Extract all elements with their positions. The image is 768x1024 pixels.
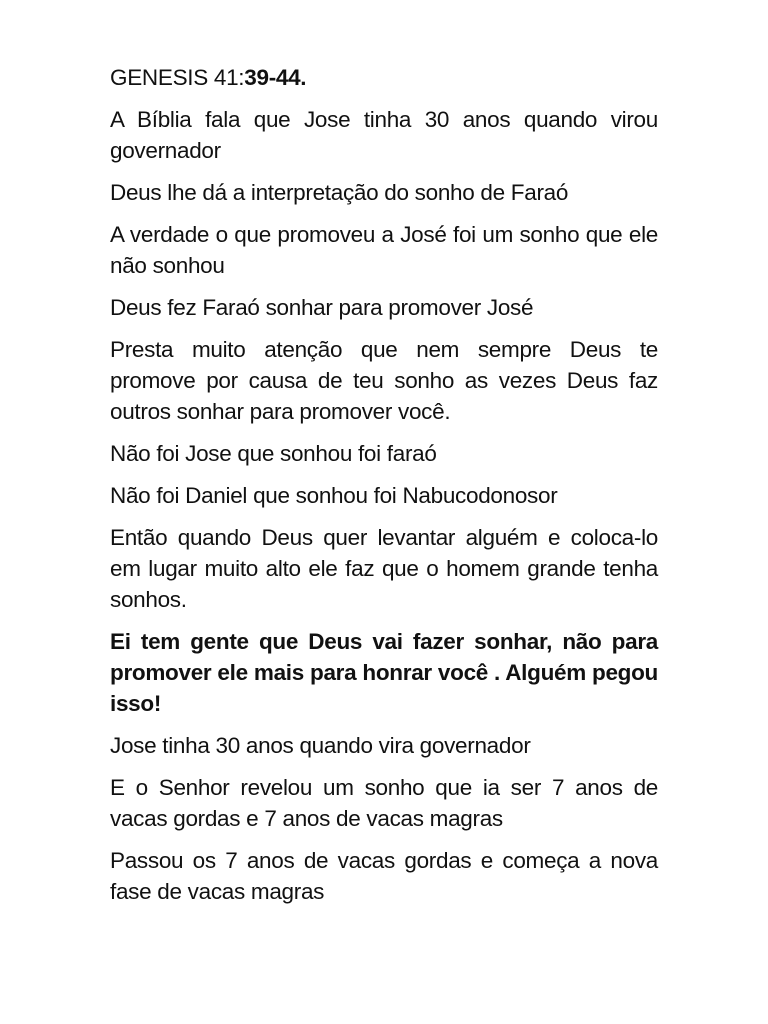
paragraph-10: Jose tinha 30 anos quando vira governador (110, 733, 531, 758)
paragraph-1: A Bíblia fala que Jose tinha 30 anos quando virou governador (110, 107, 658, 163)
paragraph-4: Deus fez Faraó sonhar para promover José (110, 295, 534, 320)
paragraph-7: Não foi Daniel que sonhou foi Nabucodonosor (110, 483, 558, 508)
reference-book-chapter: GENESIS 41: (110, 65, 245, 90)
paragraph-5: Presta muito atenção que nem sempre Deus te promove por causa de teu sonho as vezes Deus faz outros sonhar para promover você. (110, 337, 658, 424)
scripture-reference (110, 62, 658, 93)
document-page (110, 62, 658, 918)
paragraph-12: Passou os 7 anos de vacas gordas e começa a nova fase de vacas magras (110, 848, 658, 904)
paragraph-8: Então quando Deus quer levantar alguém e coloca-lo em lugar muito alto ele faz que o homem grande tenha sonhos. (110, 525, 658, 612)
reference-verses: 39-44. (244, 65, 307, 90)
paragraph-11: E o Senhor revelou um sonho que ia ser 7 anos de vacas gordas e 7 anos de vacas magras (110, 775, 658, 831)
paragraph-9-emphasis: Ei tem gente que Deus vai fazer sonhar, não para promover ele mais para honrar você . Alguém pegou isso! (110, 629, 658, 716)
paragraph-2: Deus lhe dá a interpretação do sonho de Faraó (110, 180, 569, 205)
paragraph-3: A verdade o que promoveu a José foi um sonho que ele não sonhou (110, 222, 658, 278)
paragraph-6: Não foi Jose que sonhou foi faraó (110, 441, 437, 466)
